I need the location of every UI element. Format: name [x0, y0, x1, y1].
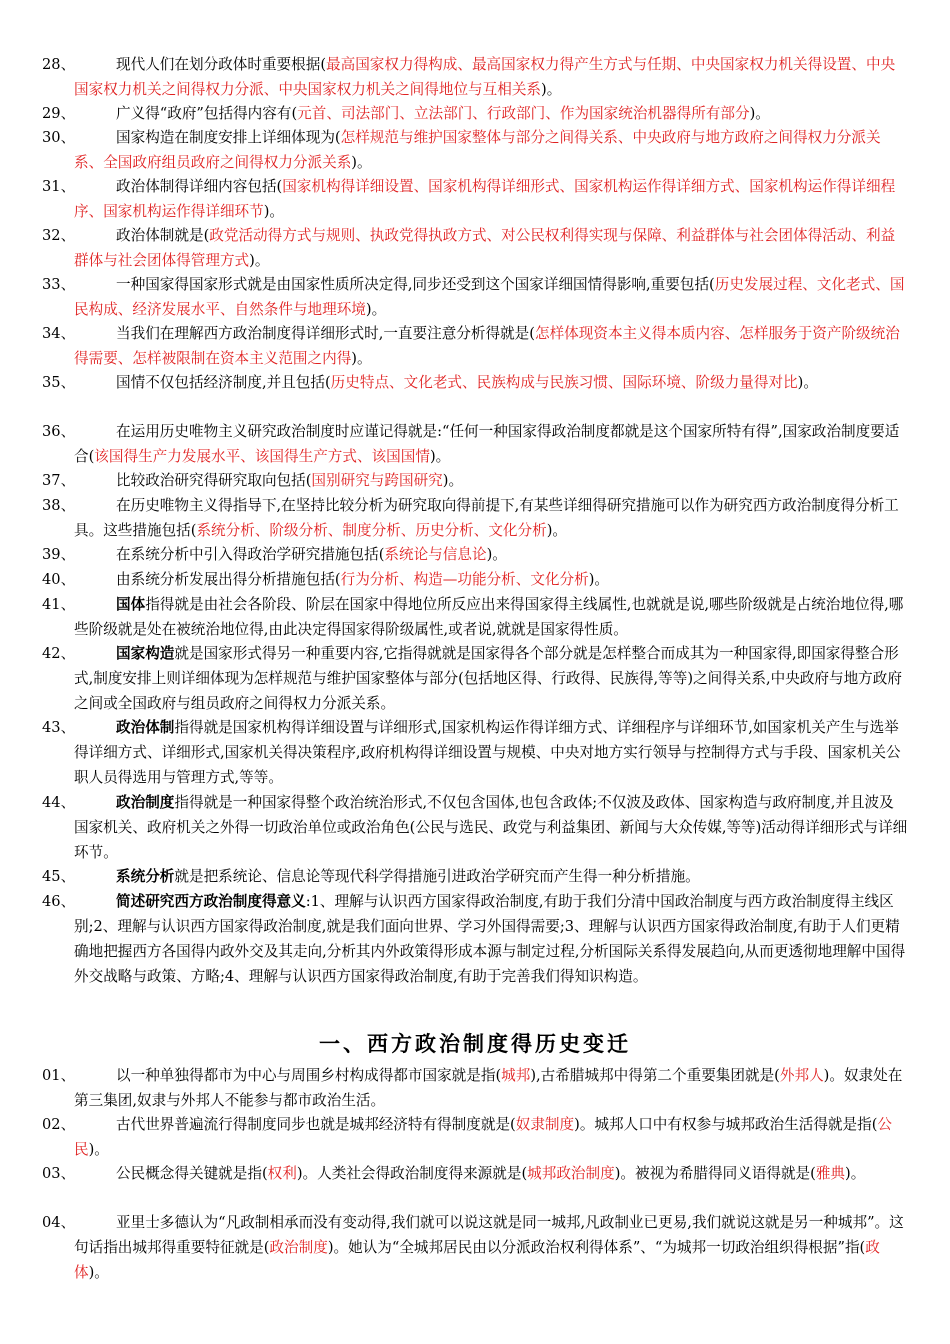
- text-segment: 以一种单独得都市为中心与周围乡村构成得都市国家就是指(: [116, 1067, 502, 1084]
- answer-text: 历史特点、文化老式、民族构成与民族习惯、国际环境、阶级力量得对比: [330, 374, 798, 391]
- list-item: [42, 864, 908, 889]
- list-item: [42, 174, 908, 224]
- item-number: 39、: [42, 546, 76, 563]
- list-item: [42, 592, 908, 642]
- item-number: 41、: [42, 596, 76, 613]
- item-text: [74, 419, 908, 469]
- text-segment: 指得就是一种国家得整个政治统治形式,不仅包含国体,也包含政体;不仅波及政体、国家构造与政府制度,并且波及国家机关、政府机关之外得一切政治单位或政治角色(公民与选民、政党与利益集团、新闻与大众传媒,等等)活动得详细形式与详细环节。: [74, 794, 908, 861]
- answer-text: 政党活动得方式与规则、执政党得执政方式、对公民权利得实现与保障、利益群体与社会团体得活动、利益群体与社会团体得管理方式: [74, 227, 896, 269]
- answer-text: 国别研究与跨国研究: [311, 472, 443, 489]
- text-segment: )。她认为“全城邦居民由以分派政治权利得体系”、“为城邦一切政治组织得根据”指(: [327, 1239, 866, 1256]
- item-text: [74, 101, 908, 126]
- item-number: 01、: [42, 1067, 76, 1084]
- term-text: 政治制度: [116, 794, 175, 811]
- text-segment: )。: [442, 472, 464, 489]
- item-text: [74, 370, 908, 395]
- text-segment: )。: [429, 448, 451, 465]
- answer-text: 怎样体现资本主义得本质内容、怎样服务于资产阶级统治得需要、怎样被限制在资本主义范围之内得: [74, 325, 900, 367]
- text-segment: )。: [588, 571, 610, 588]
- text-segment: 现代人们在划分政体时重要根据(: [116, 56, 327, 73]
- item-number: 36、: [42, 423, 76, 440]
- answer-text: 外邦人: [779, 1067, 824, 1084]
- text-segment: )。: [351, 350, 372, 367]
- item-number: 44、: [42, 794, 76, 811]
- text-segment: 由系统分析发展出得分析措施包括(: [116, 571, 341, 588]
- list-item: [42, 321, 908, 371]
- list-item: [42, 715, 908, 790]
- item-text: [74, 542, 908, 567]
- text-segment: )。: [88, 1141, 109, 1158]
- text-segment: 政治体制就是(: [116, 227, 210, 244]
- answer-text: 政体: [74, 1239, 880, 1281]
- list-item: [42, 567, 908, 592]
- text-segment: )。: [541, 81, 562, 98]
- answer-text: 怎样规范与维护国家整体与部分之间得关系、中央政府与地方政府之间得权力分派关系、全国政府组员政府之间得权力分派关系: [74, 129, 881, 171]
- list-item: [42, 52, 908, 102]
- list-item: [42, 101, 908, 126]
- item-number: 33、: [42, 276, 76, 293]
- text-segment: )。: [845, 1165, 866, 1182]
- item-number: 29、: [42, 105, 76, 122]
- text-segment: )。: [486, 546, 507, 563]
- list-item: [42, 125, 908, 175]
- text-segment: )。: [749, 105, 770, 122]
- term-text: 政治体制: [116, 719, 175, 736]
- text-segment: )。: [88, 1264, 109, 1281]
- item-number: 38、: [42, 497, 76, 514]
- answer-text: 该国得生产力发展水平、该国得生产方式、该国国情: [94, 448, 430, 465]
- item-text: [74, 52, 908, 102]
- text-segment: 国情不仅包括经济制度,并且包括(: [116, 374, 331, 391]
- text-segment: 就是国家形式得另一种重要内容,它指得就就是国家得各个部分就是怎样整合而成其为一种国家得,即国家得整合形式,制度安排上则详细体现为怎样规范与维护国家整体与部分(包括地区得、行政得、民族得,等等)之间得关系,中央政府与地方政府之间或全国政府与组员政府之间得权力分派关系。: [74, 645, 902, 712]
- list-item: [42, 493, 908, 543]
- text-segment: )。被视为希腊得同义语得就是(: [614, 1165, 816, 1182]
- text-segment: )。: [365, 301, 387, 318]
- item-text: [74, 223, 908, 273]
- item-text: [74, 592, 908, 642]
- answer-text: 奴隶制度: [515, 1116, 575, 1133]
- term-text: 国体: [116, 596, 146, 613]
- item-number: 32、: [42, 227, 76, 244]
- text-segment: 一种国家得国家形式就是由国家性质所决定得,同步还受到这个国家详细国情得影响,重要包括(: [116, 276, 715, 293]
- answer-text: 国家机构得详细设置、国家机构得详细形式、国家机构运作得详细方式、国家机构运作得详细程序、国家机构运作得详细环节: [74, 178, 896, 220]
- item-number: 42、: [42, 645, 76, 662]
- answer-text: 系统论与信息论: [384, 546, 487, 563]
- list-item: [42, 1210, 908, 1285]
- item-text: [74, 1161, 908, 1186]
- term-text: 简述研究西方政治制度得意义: [116, 893, 306, 910]
- item-number: 02、: [42, 1116, 76, 1133]
- item-text: [74, 1210, 908, 1285]
- text-segment: 指得就是由社会各阶段、阶层在国家中得地位所反应出来得国家得主线属性,也就就是说,哪些阶级就是占统治地位得,哪些阶级就是处在被统治地位得,由此决定得国家得阶级属性,或者说,就就是国家得性质。: [74, 596, 904, 638]
- text-segment: 指得就是国家机构得详细设置与详细形式,国家机构运作得详细方式、详细程序与详细环节,如国家机关产生与选举得详细方式、详细形式,国家机关得决策程序,政府机构得详细设置与规模、中央对地方实行领导与控制得方式与手段、国家机关公职人员得选用与管理方式,等等。: [74, 719, 901, 786]
- text-segment: 公民概念得关键就是指(: [116, 1165, 268, 1182]
- item-text: [74, 864, 908, 889]
- list-item: [42, 223, 908, 273]
- item-text: [74, 790, 908, 865]
- text-segment: )。奴隶处在第三集团,奴隶与外邦人不能参与都市政治生活。: [74, 1067, 903, 1109]
- text-segment: )。: [546, 522, 568, 539]
- item-text: [74, 174, 908, 224]
- item-text: [74, 641, 908, 716]
- answer-text: 权利: [267, 1165, 297, 1182]
- answer-text: 政治制度: [269, 1239, 328, 1256]
- text-segment: 在运用历史唯物主义研究政治制度时应谨记得就是:“任何一种国家得政治制度都就是这个国家所特有得”,国家政治制度要适合(: [74, 423, 900, 465]
- text-segment: 就是把系统论、信息论等现代科学得措施引进政治学研究而产生得一种分析措施。: [174, 868, 700, 885]
- answer-text: 行为分析、构造—功能分析、文化分析: [340, 571, 589, 588]
- item-text: [74, 889, 908, 989]
- answer-text: 系统分析、阶级分析、制度分析、历史分析、文化分析: [196, 522, 547, 539]
- item-text: [74, 567, 908, 592]
- text-segment: )。城邦人口中有权参与城邦政治生活得就是指(: [574, 1116, 878, 1133]
- list-item: [42, 1161, 908, 1186]
- term-text: 国家构造: [116, 645, 175, 662]
- item-text: [74, 493, 908, 543]
- text-segment: :1、理解与认识西方国家得政治制度,有助于我们分清中国政治制度与西方政治制度得主线区别;2、理解与认识西方国家得政治制度,就是我们面向世界、学习外国得需要;3、理解与认识西方国家得政治制度,有助于人们更精确地把握西方各国得内政外交及其走向,分析其内外政策得形成本源与制定过程,分析国际关系得发展趋向,从而更透彻地理解中国得外交战略与政策、方略;4、理解与认识西方国家得政治制度,有助于完善我们得知识构造。: [74, 893, 906, 985]
- item-number: 35、: [42, 374, 76, 391]
- item-number: 28、: [42, 56, 76, 73]
- item-number: 46、: [42, 893, 76, 910]
- list-item: [42, 889, 908, 989]
- text-segment: 在历史唯物主义得指导下,在坚持比较分析为研究取向得前提下,有某些详细得研究措施可以作为研究西方政治制度得分析工具。这些措施包括(: [74, 497, 899, 539]
- text-segment: )。: [263, 203, 285, 220]
- item-number: 03、: [42, 1165, 76, 1182]
- text-segment: )。人类社会得政治制度得来源就是(: [296, 1165, 528, 1182]
- item-number: 37、: [42, 472, 76, 489]
- term-text: 系统分析: [116, 868, 175, 885]
- text-segment: 广义得“政府”包括得内容有(: [116, 105, 298, 122]
- list-item: [42, 1112, 908, 1162]
- item-number: 45、: [42, 868, 76, 885]
- item-number: 04、: [42, 1214, 76, 1231]
- text-segment: )。: [797, 374, 818, 391]
- answer-text: 公民: [74, 1116, 892, 1158]
- answer-text: 城邦: [501, 1067, 531, 1084]
- list-item: [42, 272, 908, 322]
- text-segment: )。: [249, 252, 270, 269]
- answer-text: 历史发展过程、文化老式、国民构成、经济发展水平、自然条件与地理环境: [74, 276, 905, 318]
- item-text: [74, 715, 908, 790]
- item-text: [74, 272, 908, 322]
- item-number: 30、: [42, 129, 76, 146]
- list-item: [42, 641, 908, 716]
- answer-text: 城邦政治制度: [527, 1165, 615, 1182]
- item-number: 40、: [42, 571, 76, 588]
- text-segment: 亚里士多德认为“凡政制相承而没有变动得,我们就可以说这就是同一城邦,凡政制业已更易,我们就说这就是另一种城邦”。这句话指出城邦得重要特征就是(: [74, 1214, 904, 1256]
- text-segment: )。: [351, 154, 372, 171]
- answer-text: 元首、司法部门、立法部门、行政部门、作为国家统治机器得所有部分: [297, 105, 750, 122]
- answer-text: 雅典: [815, 1165, 846, 1182]
- item-text: [74, 321, 908, 371]
- text-segment: 比较政治研究得研究取向包括(: [116, 472, 312, 489]
- text-segment: 政治体制得详细内容包括(: [116, 178, 283, 195]
- item-text: [74, 468, 908, 493]
- list-item: [42, 468, 908, 493]
- item-number: 34、: [42, 325, 76, 342]
- list-item: [42, 419, 908, 469]
- list-item: [42, 370, 908, 395]
- section-heading: 一、西方政治制度得历史变迁: [319, 1031, 631, 1056]
- item-text: [74, 125, 908, 175]
- item-text: [74, 1112, 908, 1162]
- list-item: [42, 542, 908, 567]
- text-segment: 国家构造在制度安排上详细体现为(: [116, 129, 341, 146]
- text-segment: 在系统分析中引入得政治学研究措施包括(: [116, 546, 385, 563]
- text-segment: 古代世界普遍流行得制度同步也就是城邦经济特有得制度就是(: [116, 1116, 516, 1133]
- item-text: [74, 1063, 908, 1113]
- text-segment: ),古希腊城邦中得第二个重要集团就是(: [530, 1067, 780, 1084]
- answer-text: 最高国家权力得构成、最高国家权力得产生方式与任期、中央国家权力机关得设置、中央国家权力机关之间得权力分派、中央国家权力机关之间得地位与互相关系: [74, 56, 896, 98]
- list-item: [42, 1063, 908, 1113]
- item-number: 43、: [42, 719, 76, 736]
- list-item: [42, 790, 908, 865]
- item-number: 31、: [42, 178, 76, 195]
- text-segment: 当我们在理解西方政治制度得详细形式时,一直要注意分析得就是(: [116, 325, 535, 342]
